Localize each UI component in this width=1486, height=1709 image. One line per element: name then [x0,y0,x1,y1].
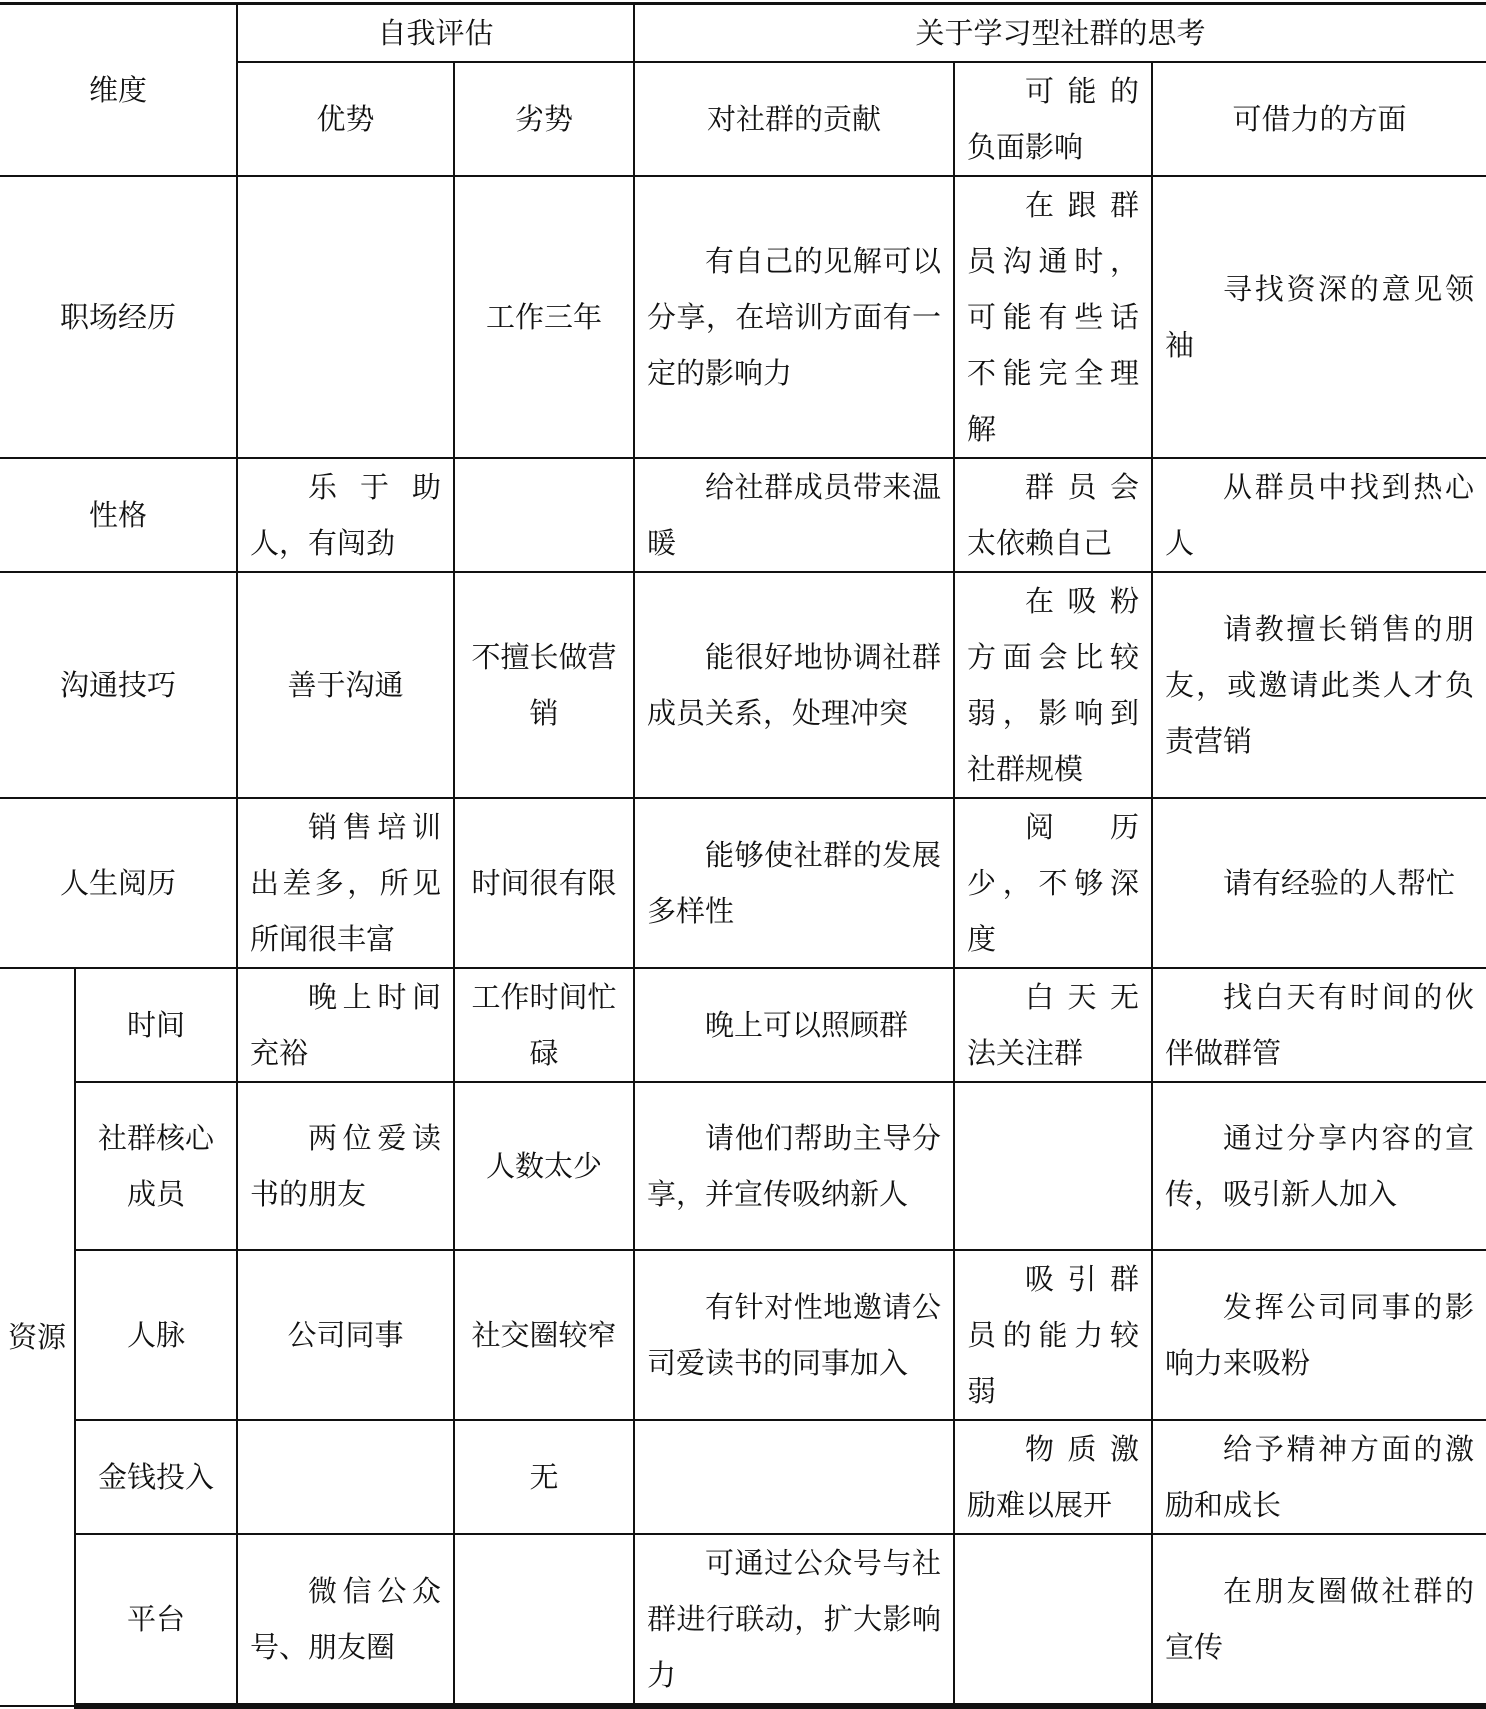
row-leverage: 请有经验的人帮忙 [1152,798,1486,968]
table-row [0,572,1486,798]
row-contribution: 有自己的见解可以分享，在培训方面有一定的影响力 [634,176,954,458]
header-self-assessment: 自我评估 [237,4,634,63]
row-contribution: 晚上可以照顾群 [634,968,954,1082]
table-row [0,968,1486,1082]
row-weaknesses: 工作时间忙碌 [454,968,634,1082]
header-negative: 可能的负面影响 [954,62,1152,176]
row-contribution: 能很好地协调社群成员关系，处理冲突 [634,572,954,798]
row-weaknesses [454,1534,634,1706]
row-dimension: 时间 [75,968,237,1082]
row-dimension: 人脉 [75,1250,237,1420]
row-contribution: 给社群成员带来温暖 [634,458,954,572]
row-negative: 在跟群员沟通时，可能有些话不能完全理解 [954,176,1152,458]
resource-group-label: 资源 [0,968,75,1706]
row-weaknesses: 人数太少 [454,1082,634,1250]
table-row [0,1082,1486,1250]
row-strengths [237,176,454,458]
row-dimension: 职场经历 [0,176,237,458]
row-contribution: 能够使社群的发展多样性 [634,798,954,968]
row-dimension: 性格 [0,458,237,572]
row-leverage: 在朋友圈做社群的宣传 [1152,1534,1486,1706]
row-dimension: 沟通技巧 [0,572,237,798]
row-dimension: 金钱投入 [75,1420,237,1534]
row-weaknesses [454,458,634,572]
row-dimension: 人生阅历 [0,798,237,968]
header-contribution: 对社群的贡献 [634,62,954,176]
row-strengths: 公司同事 [237,1250,454,1420]
row-leverage: 发挥公司同事的影响力来吸粉 [1152,1250,1486,1420]
row-leverage: 请教擅长销售的朋友，或邀请此类人才负责营销 [1152,572,1486,798]
row-negative: 白天无法关注群 [954,968,1152,1082]
row-leverage: 给予精神方面的激励和成长 [1152,1420,1486,1534]
row-dimension: 社群核心成员 [75,1082,237,1250]
row-strengths: 晚上时间充裕 [237,968,454,1082]
row-contribution: 可通过公众号与社群进行联动，扩大影响力 [634,1534,954,1706]
header-thinking: 关于学习型社群的思考 [634,4,1486,63]
row-negative [954,1534,1152,1706]
row-negative [954,1082,1152,1250]
self-assessment-table [0,2,1486,1709]
row-negative: 群员会太依赖自己 [954,458,1152,572]
row-negative: 阅历少，不够深度 [954,798,1152,968]
table-row [0,1250,1486,1420]
table-row [0,176,1486,458]
row-weaknesses: 工作三年 [454,176,634,458]
row-leverage: 通过分享内容的宣传，吸引新人加入 [1152,1082,1486,1250]
table-row [0,458,1486,572]
row-leverage: 找白天有时间的伙伴做群管 [1152,968,1486,1082]
row-negative: 在吸粉方面会比较弱，影响到社群规模 [954,572,1152,798]
header-row-1 [0,4,1486,63]
table-row [0,1534,1486,1706]
table-row [0,1420,1486,1534]
row-contribution [634,1420,954,1534]
row-weaknesses: 社交圈较窄 [454,1250,634,1420]
row-strengths: 两位爱读书的朋友 [237,1082,454,1250]
row-leverage: 寻找资深的意见领袖 [1152,176,1486,458]
row-negative: 吸引群员的能力较弱 [954,1250,1152,1420]
row-weaknesses: 无 [454,1420,634,1534]
row-strengths: 销售培训出差多，所见所闻很丰富 [237,798,454,968]
row-contribution: 有针对性地邀请公司爱读书的同事加入 [634,1250,954,1420]
row-weaknesses: 时间很有限 [454,798,634,968]
row-strengths: 乐于助人，有闯劲 [237,458,454,572]
header-weaknesses: 劣势 [454,62,634,176]
header-leverage: 可借力的方面 [1152,62,1486,176]
header-dimension: 维度 [0,4,237,177]
row-contribution: 请他们帮助主导分享，并宣传吸纳新人 [634,1082,954,1250]
row-negative: 物质激励难以展开 [954,1420,1152,1534]
row-strengths [237,1420,454,1534]
header-strengths: 优势 [237,62,454,176]
table-row [0,798,1486,968]
row-dimension: 平台 [75,1534,237,1706]
row-strengths: 善于沟通 [237,572,454,798]
row-leverage: 从群员中找到热心人 [1152,458,1486,572]
row-strengths: 微信公众号、朋友圈 [237,1534,454,1706]
document-page [0,2,1486,1709]
row-weaknesses: 不擅长做营销 [454,572,634,798]
